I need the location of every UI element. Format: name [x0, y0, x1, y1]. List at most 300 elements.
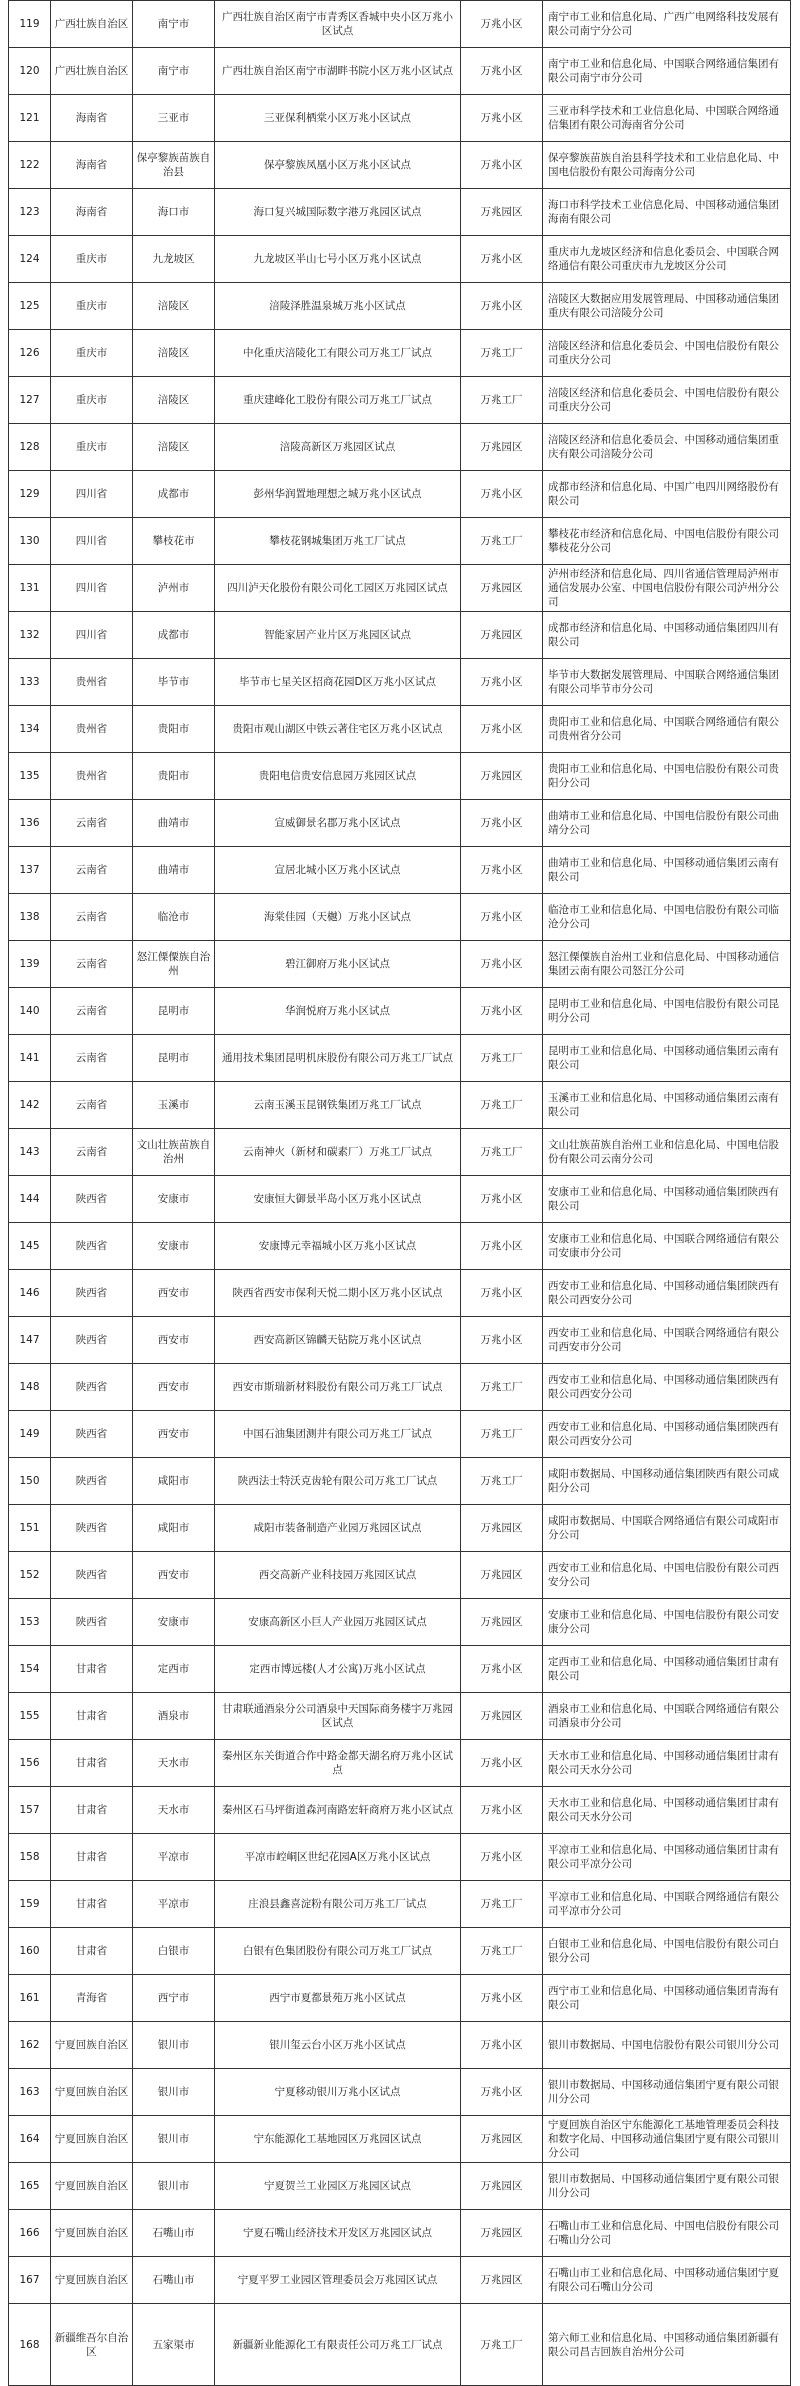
row-number: 152	[9, 1552, 51, 1599]
table-body	[9, 1, 791, 2386]
applicant-units-cell: 天水市工业和信息化局、中国移动通信集团甘肃有限公司天水分公司	[543, 1787, 791, 1834]
pilot-type-cell: 万兆小区	[461, 1740, 543, 1787]
applicant-units-cell: 泸州市经济和信息化局、四川省通信管理局泸州市通信发展办公室、中国电信股份有限公司泸州分公司	[543, 565, 791, 612]
pilot-type-cell: 万兆小区	[461, 988, 543, 1035]
row-number: 162	[9, 2022, 51, 2069]
pilot-type-cell: 万兆园区	[461, 753, 543, 800]
city-cell: 银川市	[133, 2116, 215, 2163]
pilot-type-cell: 万兆小区	[461, 95, 543, 142]
project-name-cell: 贵阳电信贵安信息园万兆园区试点	[215, 753, 461, 800]
applicant-units-cell: 涪陵区经济和信息化委员会、中国移动通信集团重庆有限公司涪陵分公司	[543, 424, 791, 471]
table-row	[9, 2304, 791, 2386]
row-number: 121	[9, 95, 51, 142]
project-name-cell: 海棠佳园（天樾）万兆小区试点	[215, 894, 461, 941]
project-name-cell: 攀枝花钢城集团万兆工厂试点	[215, 518, 461, 565]
row-number: 124	[9, 236, 51, 283]
city-cell: 涪陵区	[133, 283, 215, 330]
table-row	[9, 988, 791, 1035]
province-cell: 贵州省	[51, 706, 133, 753]
province-cell: 陕西省	[51, 1458, 133, 1505]
table-row	[9, 1364, 791, 1411]
city-cell: 怒江傈僳族自治州	[133, 941, 215, 988]
city-cell: 西安市	[133, 1317, 215, 1364]
applicant-units-cell: 安康市工业和信息化局、中国移动通信集团陕西有限公司	[543, 1176, 791, 1223]
pilot-type-cell: 万兆工厂	[461, 1881, 543, 1928]
project-name-cell: 新疆新业能源化工有限责任公司万兆工厂试点	[215, 2304, 461, 2386]
city-cell: 涪陵区	[133, 424, 215, 471]
applicant-units-cell: 天水市工业和信息化局、中国移动通信集团甘肃有限公司天水分公司	[543, 1740, 791, 1787]
project-name-cell: 九龙坡区半山七号小区万兆小区试点	[215, 236, 461, 283]
applicant-units-cell: 安康市工业和信息化局、中国电信股份有限公司安康分公司	[543, 1599, 791, 1646]
table-row	[9, 1270, 791, 1317]
pilot-type-cell: 万兆园区	[461, 2116, 543, 2163]
pilot-type-cell: 万兆小区	[461, 236, 543, 283]
applicant-units-cell: 石嘴山市工业和信息化局、中国电信股份有限公司石嘴山分公司	[543, 2210, 791, 2257]
pilot-type-cell: 万兆工厂	[461, 1082, 543, 1129]
project-name-cell: 云南神火（新材和碳素厂）万兆工厂试点	[215, 1129, 461, 1176]
province-cell: 陕西省	[51, 1599, 133, 1646]
province-cell: 四川省	[51, 518, 133, 565]
city-cell: 五家渠市	[133, 2304, 215, 2386]
table-row	[9, 612, 791, 659]
city-cell: 成都市	[133, 612, 215, 659]
table-row	[9, 1787, 791, 1834]
province-cell: 陕西省	[51, 1552, 133, 1599]
applicant-units-cell: 石嘴山市工业和信息化局、中国移动通信集团宁夏有限公司石嘴山分公司	[543, 2257, 791, 2304]
city-cell: 昆明市	[133, 1035, 215, 1082]
project-name-cell: 宁夏贺兰工业园区万兆园区试点	[215, 2163, 461, 2210]
province-cell: 宁夏回族自治区	[51, 2163, 133, 2210]
city-cell: 涪陵区	[133, 377, 215, 424]
applicant-units-cell: 昆明市工业和信息化局、中国电信股份有限公司昆明分公司	[543, 988, 791, 1035]
pilot-type-cell: 万兆小区	[461, 1646, 543, 1693]
project-name-cell: 涪陵泽胜温泉城万兆小区试点	[215, 283, 461, 330]
applicant-units-cell: 成都市经济和信息化局、中国移动通信集团四川有限公司	[543, 612, 791, 659]
pilot-type-cell: 万兆小区	[461, 800, 543, 847]
city-cell: 石嘴山市	[133, 2210, 215, 2257]
applicant-units-cell: 保亭黎族苗族自治县科学技术和工业信息化局、中国电信股份有限公司海南分公司	[543, 142, 791, 189]
table-row	[9, 142, 791, 189]
project-name-cell: 西宁市夏都景苑万兆小区试点	[215, 1975, 461, 2022]
table-row	[9, 800, 791, 847]
row-number: 154	[9, 1646, 51, 1693]
pilot-type-cell: 万兆小区	[461, 471, 543, 518]
pilot-type-cell: 万兆小区	[461, 1270, 543, 1317]
city-cell: 天水市	[133, 1787, 215, 1834]
applicant-units-cell: 南宁市工业和信息化局、中国联合网络通信集团有限公司南宁市分公司	[543, 48, 791, 95]
city-cell: 涪陵区	[133, 330, 215, 377]
table-row	[9, 1129, 791, 1176]
table-row	[9, 424, 791, 471]
city-cell: 曲靖市	[133, 800, 215, 847]
row-number: 142	[9, 1082, 51, 1129]
table-row	[9, 518, 791, 565]
province-cell: 广西壮族自治区	[51, 1, 133, 48]
province-cell: 甘肃省	[51, 1787, 133, 1834]
city-cell: 银川市	[133, 2069, 215, 2116]
city-cell: 曲靖市	[133, 847, 215, 894]
row-number: 165	[9, 2163, 51, 2210]
city-cell: 贵阳市	[133, 706, 215, 753]
pilot-type-cell: 万兆园区	[461, 424, 543, 471]
table-row	[9, 1035, 791, 1082]
row-number: 136	[9, 800, 51, 847]
pilot-type-cell: 万兆小区	[461, 659, 543, 706]
project-name-cell: 陕西省西安市保利天悦二期小区万兆小区试点	[215, 1270, 461, 1317]
project-name-cell: 银川玺云台小区万兆小区试点	[215, 2022, 461, 2069]
city-cell: 安康市	[133, 1176, 215, 1223]
pilot-type-cell: 万兆小区	[461, 283, 543, 330]
project-name-cell: 中化重庆涪陵化工有限公司万兆工厂试点	[215, 330, 461, 377]
project-name-cell: 西安高新区锦麟天钻院万兆小区试点	[215, 1317, 461, 1364]
row-number: 134	[9, 706, 51, 753]
pilot-type-cell: 万兆小区	[461, 2022, 543, 2069]
city-cell: 西安市	[133, 1270, 215, 1317]
applicant-units-cell: 海口市科学技术工业信息化局、中国移动通信集团海南有限公司	[543, 189, 791, 236]
city-cell: 贵阳市	[133, 753, 215, 800]
province-cell: 陕西省	[51, 1364, 133, 1411]
applicant-units-cell: 西宁市工业和信息化局、中国移动通信集团青海有限公司	[543, 1975, 791, 2022]
province-cell: 宁夏回族自治区	[51, 2210, 133, 2257]
province-cell: 宁夏回族自治区	[51, 2116, 133, 2163]
city-cell: 西宁市	[133, 1975, 215, 2022]
table-row	[9, 659, 791, 706]
pilot-type-cell: 万兆工厂	[461, 1364, 543, 1411]
project-name-cell: 华润悦府万兆小区试点	[215, 988, 461, 1035]
table-row	[9, 1740, 791, 1787]
pilot-type-cell: 万兆园区	[461, 1552, 543, 1599]
city-cell: 保亭黎族苗族自治县	[133, 142, 215, 189]
project-name-cell: 贵阳市观山湖区中铁云著住宅区万兆小区试点	[215, 706, 461, 753]
province-cell: 甘肃省	[51, 1740, 133, 1787]
province-cell: 重庆市	[51, 377, 133, 424]
pilot-type-cell: 万兆园区	[461, 1599, 543, 1646]
row-number: 119	[9, 1, 51, 48]
city-cell: 平凉市	[133, 1834, 215, 1881]
province-cell: 广西壮族自治区	[51, 48, 133, 95]
table-row	[9, 95, 791, 142]
row-number: 156	[9, 1740, 51, 1787]
pilot-type-cell: 万兆工厂	[461, 1411, 543, 1458]
applicant-units-cell: 第六师工业和信息化局、中国移动通信集团新疆有限公司昌吉回族自治州分公司	[543, 2304, 791, 2386]
table-row	[9, 189, 791, 236]
province-cell: 重庆市	[51, 283, 133, 330]
project-name-cell: 四川泸天化股份有限公司化工园区万兆园区试点	[215, 565, 461, 612]
applicant-units-cell: 成都市经济和信息化局、中国广电四川网络股份有限公司	[543, 471, 791, 518]
row-number: 161	[9, 1975, 51, 2022]
province-cell: 陕西省	[51, 1270, 133, 1317]
project-name-cell: 广西壮族自治区南宁市青秀区香城中央小区万兆小区试点	[215, 1, 461, 48]
pilot-type-cell: 万兆工厂	[461, 1928, 543, 1975]
province-cell: 陕西省	[51, 1317, 133, 1364]
row-number: 140	[9, 988, 51, 1035]
pilot-type-cell: 万兆工厂	[461, 1458, 543, 1505]
applicant-units-cell: 西安市工业和信息化局、中国联合网络通信有限公司西安市分公司	[543, 1317, 791, 1364]
city-cell: 石嘴山市	[133, 2257, 215, 2304]
applicant-units-cell: 曲靖市工业和信息化局、中国移动通信集团云南有限公司	[543, 847, 791, 894]
project-name-cell: 中国石油集团测井有限公司万兆工厂试点	[215, 1411, 461, 1458]
applicant-units-cell: 银川市数据局、中国移动通信集团宁夏有限公司银川分公司	[543, 2069, 791, 2116]
province-cell: 贵州省	[51, 753, 133, 800]
pilot-type-cell: 万兆园区	[461, 189, 543, 236]
table-row	[9, 1975, 791, 2022]
project-name-cell: 宣居北城小区万兆小区试点	[215, 847, 461, 894]
city-cell: 攀枝花市	[133, 518, 215, 565]
project-name-cell: 秦州区石马坪街道森河南路宏轩商府万兆小区试点	[215, 1787, 461, 1834]
province-cell: 宁夏回族自治区	[51, 2257, 133, 2304]
table-row	[9, 1834, 791, 1881]
city-cell: 咸阳市	[133, 1458, 215, 1505]
pilot-type-cell: 万兆小区	[461, 1, 543, 48]
row-number: 145	[9, 1223, 51, 1270]
pilot-type-cell: 万兆小区	[461, 142, 543, 189]
applicant-units-cell: 重庆市九龙坡区经济和信息化委员会、中国联合网络通信有限公司重庆市九龙坡区分公司	[543, 236, 791, 283]
province-cell: 重庆市	[51, 330, 133, 377]
table-row	[9, 2163, 791, 2210]
applicant-units-cell: 银川市数据局、中国电信股份有限公司银川分公司	[543, 2022, 791, 2069]
applicant-units-cell: 涪陵区经济和信息化委员会、中国电信股份有限公司重庆分公司	[543, 330, 791, 377]
city-cell: 泸州市	[133, 565, 215, 612]
table-row	[9, 330, 791, 377]
city-cell: 西安市	[133, 1552, 215, 1599]
table-row	[9, 236, 791, 283]
row-number: 143	[9, 1129, 51, 1176]
table-row	[9, 283, 791, 330]
province-cell: 陕西省	[51, 1411, 133, 1458]
city-cell: 西安市	[133, 1364, 215, 1411]
applicant-units-cell: 银川市数据局、中国移动通信集团宁夏有限公司银川分公司	[543, 2163, 791, 2210]
row-number: 163	[9, 2069, 51, 2116]
table-row	[9, 2257, 791, 2304]
row-number: 150	[9, 1458, 51, 1505]
table-row	[9, 1176, 791, 1223]
province-cell: 云南省	[51, 847, 133, 894]
pilot-type-cell: 万兆小区	[461, 1787, 543, 1834]
row-number: 126	[9, 330, 51, 377]
applicant-units-cell: 玉溪市工业和信息化局、中国移动通信集团云南有限公司	[543, 1082, 791, 1129]
project-name-cell: 三亚保利栖棠小区万兆小区试点	[215, 95, 461, 142]
row-number: 141	[9, 1035, 51, 1082]
pilot-type-cell: 万兆园区	[461, 2257, 543, 2304]
applicant-units-cell: 涪陵区经济和信息化委员会、中国电信股份有限公司重庆分公司	[543, 377, 791, 424]
row-number: 123	[9, 189, 51, 236]
pilot-type-cell: 万兆小区	[461, 847, 543, 894]
project-name-cell: 通用技术集团昆明机床股份有限公司万兆工厂试点	[215, 1035, 461, 1082]
row-number: 130	[9, 518, 51, 565]
row-number: 125	[9, 283, 51, 330]
pilot-type-cell: 万兆小区	[461, 48, 543, 95]
province-cell: 陕西省	[51, 1223, 133, 1270]
applicant-units-cell: 怒江傈僳族自治州工业和信息化局、中国移动通信集团云南有限公司怒江分公司	[543, 941, 791, 988]
province-cell: 云南省	[51, 894, 133, 941]
table-row	[9, 847, 791, 894]
city-cell: 三亚市	[133, 95, 215, 142]
applicant-units-cell: 文山壮族苗族自治州工业和信息化局、中国电信股份有限公司云南分公司	[543, 1129, 791, 1176]
project-name-cell: 甘肃联通酒泉分公司酒泉中天国际商务楼宇万兆园区试点	[215, 1693, 461, 1740]
table-row	[9, 1411, 791, 1458]
table-row	[9, 1082, 791, 1129]
pilot-type-cell: 万兆小区	[461, 1975, 543, 2022]
city-cell: 酒泉市	[133, 1693, 215, 1740]
city-cell: 南宁市	[133, 1, 215, 48]
project-name-cell: 秦州区东关街道合作中路金都天湖名府万兆小区试点	[215, 1740, 461, 1787]
project-name-cell: 智能家居产业片区万兆园区试点	[215, 612, 461, 659]
row-number: 155	[9, 1693, 51, 1740]
province-cell: 云南省	[51, 941, 133, 988]
project-name-cell: 陕西法士特沃克齿轮有限公司万兆工厂试点	[215, 1458, 461, 1505]
pilot-type-cell: 万兆小区	[461, 1317, 543, 1364]
table-row	[9, 1505, 791, 1552]
province-cell: 宁夏回族自治区	[51, 2069, 133, 2116]
table-row	[9, 1881, 791, 1928]
province-cell: 海南省	[51, 95, 133, 142]
city-cell: 天水市	[133, 1740, 215, 1787]
pilot-type-cell: 万兆小区	[461, 1834, 543, 1881]
row-number: 147	[9, 1317, 51, 1364]
applicant-units-cell: 涪陵区大数据应用发展管理局、中国移动通信集团重庆有限公司涪陵分公司	[543, 283, 791, 330]
table-row	[9, 1928, 791, 1975]
pilot-type-cell: 万兆工厂	[461, 1035, 543, 1082]
row-number: 158	[9, 1834, 51, 1881]
project-name-cell: 宁夏移动银川万兆小区试点	[215, 2069, 461, 2116]
pilot-type-cell: 万兆工厂	[461, 518, 543, 565]
pilot-list-table	[8, 0, 791, 2386]
table-row	[9, 1223, 791, 1270]
table-row	[9, 377, 791, 424]
province-cell: 新疆维吾尔自治区	[51, 2304, 133, 2386]
row-number: 167	[9, 2257, 51, 2304]
applicant-units-cell: 贵阳市工业和信息化局、中国电信股份有限公司贵阳分公司	[543, 753, 791, 800]
pilot-type-cell: 万兆小区	[461, 2069, 543, 2116]
project-name-cell: 白银有色集团股份有限公司万兆工厂试点	[215, 1928, 461, 1975]
row-number: 168	[9, 2304, 51, 2386]
project-name-cell: 安康博元幸福城小区万兆小区试点	[215, 1223, 461, 1270]
table-row	[9, 753, 791, 800]
province-cell: 青海省	[51, 1975, 133, 2022]
project-name-cell: 西交高新产业科技园万兆园区试点	[215, 1552, 461, 1599]
province-cell: 云南省	[51, 800, 133, 847]
row-number: 144	[9, 1176, 51, 1223]
project-name-cell: 保亭黎族凤凰小区万兆小区试点	[215, 142, 461, 189]
province-cell: 云南省	[51, 988, 133, 1035]
province-cell: 甘肃省	[51, 1928, 133, 1975]
table-row	[9, 941, 791, 988]
project-name-cell: 平凉市崆峒区世纪花园A区万兆小区试点	[215, 1834, 461, 1881]
row-number: 138	[9, 894, 51, 941]
applicant-units-cell: 咸阳市数据局、中国移动通信集团陕西有限公司咸阳分公司	[543, 1458, 791, 1505]
pilot-type-cell: 万兆园区	[461, 2210, 543, 2257]
pilot-type-cell: 万兆小区	[461, 1176, 543, 1223]
province-cell: 陕西省	[51, 1505, 133, 1552]
applicant-units-cell: 西安市工业和信息化局、中国移动通信集团陕西有限公司西安分公司	[543, 1411, 791, 1458]
applicant-units-cell: 曲靖市工业和信息化局、中国电信股份有限公司曲靖分公司	[543, 800, 791, 847]
row-number: 148	[9, 1364, 51, 1411]
pilot-type-cell: 万兆工厂	[461, 1129, 543, 1176]
table-row	[9, 1646, 791, 1693]
province-cell: 海南省	[51, 142, 133, 189]
applicant-units-cell: 酒泉市工业和信息化局、中国联合网络通信有限公司酒泉市分公司	[543, 1693, 791, 1740]
pilot-type-cell: 万兆工厂	[461, 2304, 543, 2386]
city-cell: 咸阳市	[133, 1505, 215, 1552]
row-number: 159	[9, 1881, 51, 1928]
applicant-units-cell: 安康市工业和信息化局、中国联合网络通信有限公司安康市分公司	[543, 1223, 791, 1270]
province-cell: 四川省	[51, 612, 133, 659]
city-cell: 西安市	[133, 1411, 215, 1458]
row-number: 120	[9, 48, 51, 95]
applicant-units-cell: 攀枝花市经济和信息化局、中国电信股份有限公司攀枝花分公司	[543, 518, 791, 565]
province-cell: 甘肃省	[51, 1646, 133, 1693]
province-cell: 甘肃省	[51, 1881, 133, 1928]
city-cell: 银川市	[133, 2163, 215, 2210]
project-name-cell: 广西壮族自治区南宁市湖畔书院小区万兆小区试点	[215, 48, 461, 95]
row-number: 122	[9, 142, 51, 189]
row-number: 133	[9, 659, 51, 706]
table-row	[9, 706, 791, 753]
pilot-type-cell: 万兆小区	[461, 894, 543, 941]
pilot-type-cell: 万兆园区	[461, 1505, 543, 1552]
city-cell: 南宁市	[133, 48, 215, 95]
province-cell: 重庆市	[51, 236, 133, 283]
applicant-units-cell: 白银市工业和信息化局、中国电信股份有限公司白银分公司	[543, 1928, 791, 1975]
row-number: 153	[9, 1599, 51, 1646]
applicant-units-cell: 毕节市大数据发展管理局、中国联合网络通信集团有限公司毕节市分公司	[543, 659, 791, 706]
city-cell: 临沧市	[133, 894, 215, 941]
city-cell: 昆明市	[133, 988, 215, 1035]
applicant-units-cell: 平凉市工业和信息化局、中国移动通信集团甘肃有限公司平凉分公司	[543, 1834, 791, 1881]
province-cell: 四川省	[51, 565, 133, 612]
table-row	[9, 2069, 791, 2116]
row-number: 131	[9, 565, 51, 612]
project-name-cell: 定西市博远楼(人才公寓)万兆小区试点	[215, 1646, 461, 1693]
province-cell: 宁夏回族自治区	[51, 2022, 133, 2069]
province-cell: 贵州省	[51, 659, 133, 706]
pilot-type-cell: 万兆小区	[461, 706, 543, 753]
applicant-units-cell: 三亚市科学技术和工业信息化局、中国联合网络通信集团有限公司海南省分公司	[543, 95, 791, 142]
table-row	[9, 471, 791, 518]
province-cell: 甘肃省	[51, 1693, 133, 1740]
city-cell: 定西市	[133, 1646, 215, 1693]
project-name-cell: 宣威御景名郡万兆小区试点	[215, 800, 461, 847]
province-cell: 重庆市	[51, 424, 133, 471]
table-row	[9, 48, 791, 95]
table-row	[9, 1458, 791, 1505]
pilot-type-cell: 万兆工厂	[461, 330, 543, 377]
project-name-cell: 宁夏石嘴山经济技术开发区万兆园区试点	[215, 2210, 461, 2257]
row-number: 128	[9, 424, 51, 471]
project-name-cell: 海口复兴城国际数字港万兆园区试点	[215, 189, 461, 236]
applicant-units-cell: 昆明市工业和信息化局、中国移动通信集团云南有限公司	[543, 1035, 791, 1082]
row-number: 164	[9, 2116, 51, 2163]
project-name-cell: 安康恒大御景半岛小区万兆小区试点	[215, 1176, 461, 1223]
table-row	[9, 565, 791, 612]
province-cell: 云南省	[51, 1129, 133, 1176]
applicant-units-cell: 西安市工业和信息化局、中国移动通信集团陕西有限公司西安分公司	[543, 1364, 791, 1411]
applicant-units-cell: 平凉市工业和信息化局、中国联合网络通信有限公司平凉市分公司	[543, 1881, 791, 1928]
city-cell: 安康市	[133, 1599, 215, 1646]
project-name-cell: 毕节市七星关区招商花园D区万兆小区试点	[215, 659, 461, 706]
project-name-cell: 庄浪县鑫喜淀粉有限公司万兆工厂试点	[215, 1881, 461, 1928]
applicant-units-cell: 定西市工业和信息化局、中国移动通信集团甘肃有限公司	[543, 1646, 791, 1693]
province-cell: 云南省	[51, 1035, 133, 1082]
applicant-units-cell: 西安市工业和信息化局、中国电信股份有限公司西安分公司	[543, 1552, 791, 1599]
table-row	[9, 1317, 791, 1364]
row-number: 127	[9, 377, 51, 424]
pilot-type-cell: 万兆小区	[461, 1223, 543, 1270]
province-cell: 甘肃省	[51, 1834, 133, 1881]
applicant-units-cell: 西安市工业和信息化局、中国移动通信集团陕西有限公司西安分公司	[543, 1270, 791, 1317]
table-row	[9, 2116, 791, 2163]
applicant-units-cell: 临沧市工业和信息化局、中国电信股份有限公司临沧分公司	[543, 894, 791, 941]
